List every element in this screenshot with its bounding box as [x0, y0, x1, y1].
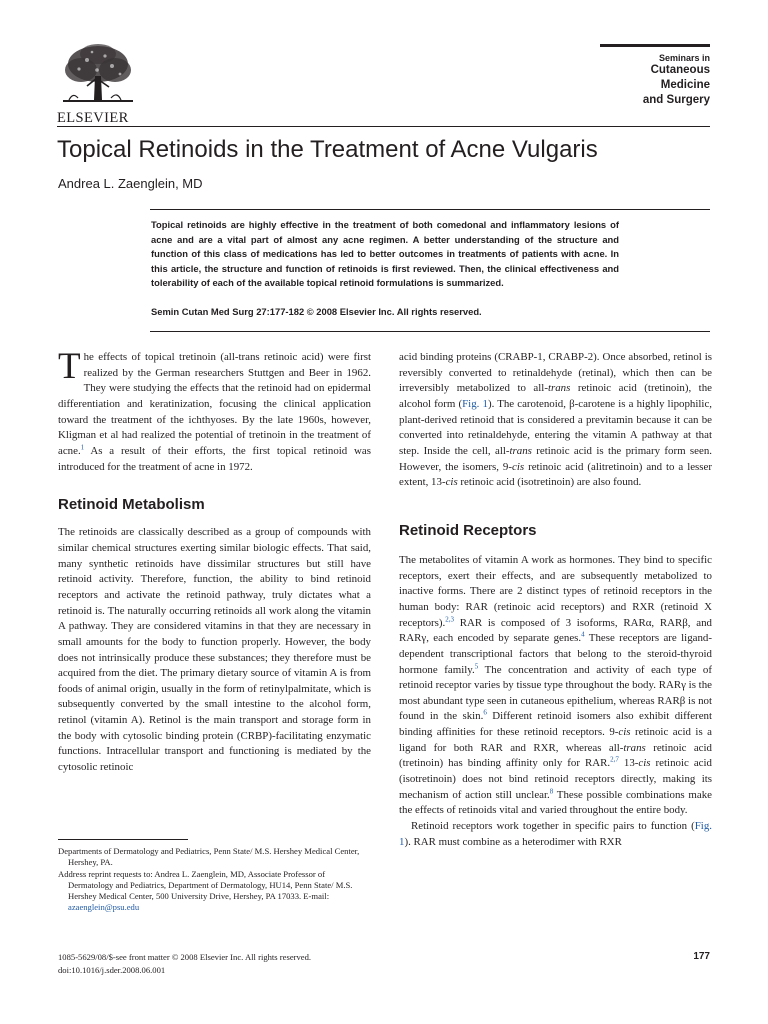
- page-number: 177: [693, 951, 710, 962]
- affiliation-note: Departments of Dermatology and Pediatrics, Penn State/ M.S. Hershey Medical Center, Hershey, PA.: [58, 846, 360, 868]
- reference-link[interactable]: 1: [80, 443, 85, 452]
- left-column: [58, 346, 371, 776]
- footnote-divider: [58, 839, 188, 840]
- reference-link[interactable]: 8: [549, 787, 554, 796]
- figure-link[interactable]: Fig. 1: [462, 397, 488, 410]
- journal-line: Seminars in: [658, 53, 710, 63]
- journal-masthead: [600, 44, 710, 108]
- reference-link[interactable]: 5: [474, 661, 479, 670]
- intro-paragraph: The effects of topical tretinoin (all-trans retinoic acid) were first realized by the German researchers Stuttgen and Beer in 1962. They were studying the effects that the retinoid had on epidermal differentiation and keratinization, focusing the clinical application toward the treatment of the ichthyoses. By the late 1960s, however, Kligman et al had realized the potential of tretinoin in the treatment of acne.$^1$ As a result of their efforts, the first topical retinoid was introduced for the treatment of acne in 1972.: [58, 346, 371, 473]
- journal-line: Cutaneous: [650, 64, 710, 76]
- reference-link[interactable]: 2,7: [610, 755, 619, 764]
- header-divider: [57, 126, 710, 127]
- page-footer: [58, 951, 311, 976]
- reference-link[interactable]: 6: [483, 708, 487, 717]
- article-title: Topical Retinoids in the Treatment of Acne Vulgaris: [57, 136, 598, 163]
- section-heading: Retinoid Receptors: [399, 521, 537, 539]
- doi-line[interactable]: doi:10.1016/j.sder.2008.06.001: [58, 964, 166, 975]
- email-link[interactable]: azaenglein@psu.edu: [68, 902, 140, 913]
- body-paragraph: The retinoids are classically described as a group of compounds with similar chemical structures exerting similar biologic effects. That said, many synthetic retinoids have dissimilar structures but still have retinoid activity. Therefore, function, the ability to bind retinoid receptors and activate the retinoid pathway, truly dictates what a retinoid is. The naturally occurring retinoids all work along the vitamin A pathway. They are considered vitamins in that they are necessary in small amounts for the body to function properly. However, the body does not intrinsically produce these substances; they therefore must be acquired from the diet. The primary dietary source of vitamin A is from foods of animal origin, usually in the form of retinylpalmitate, which is subsequently converted by the small intestine to the alcohol form, retinol (vitamin A). Retinol is the main transport and storage form in the body with cytosolic binding protein (CRBP)-facilitating enzymatic functions. Intracellular transport and functioning is mediated by the cytosolic retinoic: [58, 526, 371, 774]
- body-paragraph: acid binding proteins (CRABP-1, CRABP-2). Once absorbed, retinol is reversibly converted to retinaldehyde (retinal), which then can be irreversibly metabolized to all-trans retinoic acid (tretinoin), the alcohol form (Fig. 1). The carotenoid, β-carotene is a highly lipophilic, plant-derived retinoid that is considered a previtamin because it can be converted into retinaldehyde, entering the vitamin A pathway at that step. Inside the cell, all-trans retinoic acid is the primary form seen. However, the isomers, 9-cis retinoic acid (alitretinoin) and to a lesser extent, 13-cis retinoic acid (isotretinoin) are also found.: [399, 351, 713, 489]
- body-paragraph: The metabolites of vitamin A work as hormones. They bind to specific receptors, exert their effects, and are subsequently metabolized to inactive forms. There are 2 distinct types of retinoid receptors in the human body: RAR (retinoic acid receptors) and RXR (retinoid X receptors).$^{2,3}$ RAR is composed of 3 isoforms, RARα, RARβ, and RARγ, each encoded by separate genes.$^4$ These receptors are ligand-dependent transcriptional factors that belong to the steroid-thyroid hormone family.$^5$ The concentration and activity of each type of retinoid receptor varies by tissue type throughout the body. RARγ is the most abundant type seen in cutaneous epithelium, whereas RARβ is not found in the skin.$^6$ Different retinoid isomers also exhibit different binding affinities for these retinoid receptors. 9-cis retinoic acid is a ligand for both RAR and RXR, whereas all-trans retinoic acid (tretinoin) has binding affinity only for RAR.$^{2,7}$ 13-cis retinoic acid (isotretinoin) does not bind retinoid receptors directly, making its mechanism of action still unclear.$^8$ These possible combinations make the effects of retinoids vital and varied throughout the entire body.: [399, 553, 713, 817]
- correspondence-note: Address reprint requests to: Andrea L. Zaenglein, MD, Associate Professor of Dermatology and Pediatrics, Department of Dermatology, HU14, Penn State/ M.S. Hershey Medical Center, 500 University Drive, Hershey, PA 17033. E-mail: azaenglein@psu.edu: [58, 868, 353, 913]
- elsevier-logo: [57, 42, 139, 127]
- figure-link[interactable]: Fig. 1: [399, 820, 712, 848]
- section-heading: Retinoid Metabolism: [58, 496, 205, 514]
- drop-cap: T: [58, 346, 81, 387]
- footnotes: [58, 846, 370, 914]
- citation: Semin Cutan Med Surg 27:177-182 © 2008 Elsevier Inc. All rights reserved.: [151, 306, 482, 317]
- journal-line: Medicine: [660, 79, 710, 91]
- reference-link[interactable]: 4: [581, 630, 585, 639]
- body-paragraph: Retinoid receptors work together in specific pairs to function (Fig. 1). RAR must combine as a heterodimer with RXR: [399, 820, 712, 848]
- elsevier-tree-icon: [57, 42, 139, 108]
- copyright-line: 1085-5629/08/$-see front matter © 2008 Elsevier Inc. All rights reserved.: [58, 952, 312, 962]
- right-column: [399, 350, 712, 850]
- publisher-name: ELSEVIER: [57, 110, 129, 126]
- abstract-divider: [150, 209, 710, 210]
- abstract: Topical retinoids are highly effective in the treatment of both comedonal and inflammatory lesions of acne and are a vital part of almost any acne regimen. A better understanding of the structure and function of this class of medications has led to better outcomes in treatments of patients with acne. In this article, the structure and function of retinoids is first reviewed. Then, the clinical effectiveness and tolerability of each of the available topical retinoid formulations is summarized.: [151, 219, 619, 288]
- reference-link[interactable]: 2,3: [445, 614, 455, 623]
- article-authors: Andrea L. Zaenglein, MD: [58, 176, 203, 191]
- abstract-divider: [150, 331, 710, 332]
- journal-line: and Surgery: [642, 94, 710, 106]
